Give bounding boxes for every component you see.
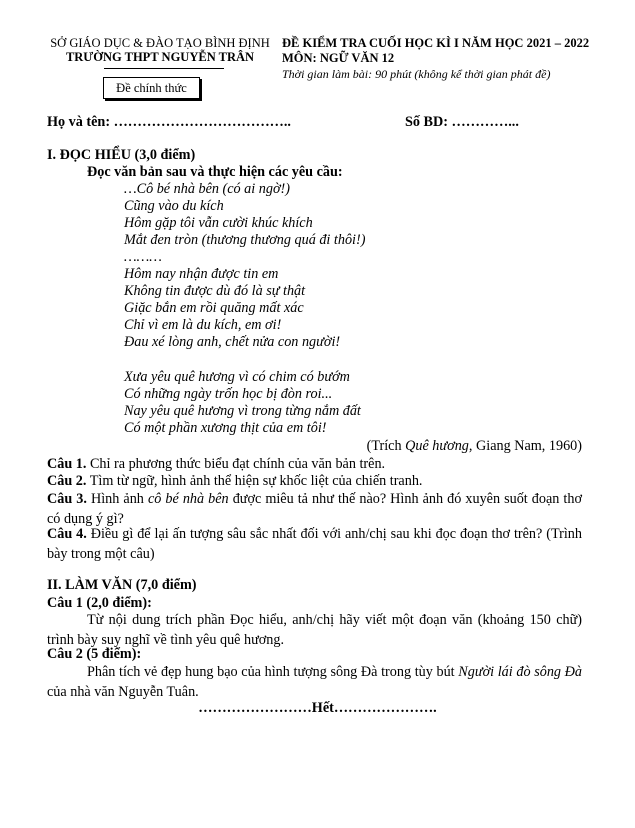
essay-q2-heading: Câu 2 (5 điểm): xyxy=(47,646,142,662)
official-label-box xyxy=(103,77,200,99)
question-3: Câu 3. Hình ảnh cô bé nhà bên được miêu tả như thế nào? Hình ảnh đó xuyên suốt đoạn thơ có dụng ý gì? xyxy=(47,491,582,527)
essay-q1-heading: Câu 1 (2,0 điểm): xyxy=(47,595,152,611)
student-id-field: Số BD: …………... xyxy=(405,114,519,130)
poem-line: Có một phần xương thịt của em tôi! xyxy=(124,420,327,436)
end-marker: ……………………Hết…………………. xyxy=(198,700,437,716)
poem-line: Đau xé lòng anh, chết nửa con người! xyxy=(124,334,341,350)
essay-q1-text: Từ nội dung trích phần Đọc hiểu, anh/chị hãy viết một đoạn văn (khoảng 150 chữ) trình bày suy nghĩ về tình yêu quê hương. xyxy=(47,612,582,648)
poem-citation: (Trích Quê hương, Giang Nam, 1960) xyxy=(366,438,582,454)
essay-q2-text: Phân tích vẻ đẹp hung bạo của hình tượng sông Đà trong tùy bút Người lái đò sông Đà của nhà văn Nguyễn Tuân. xyxy=(47,664,582,700)
poem-line: Mắt đen tròn (thương thương quá đi thôi!) xyxy=(124,232,366,248)
poem-line: …Cô bé nhà bên (có ai ngờ!) xyxy=(124,181,290,197)
part1-heading: I. ĐỌC HIỂU (3,0 điểm) xyxy=(47,147,196,163)
poem-line: Hôm nay nhận được tin em xyxy=(124,266,279,282)
exam-duration: Thời gian làm bài: 90 phút (không kể thời gian phát đề) xyxy=(282,67,551,81)
exam-subject: MÔN: NGỮ VĂN 12 xyxy=(282,51,395,65)
poem-line: Xưa yêu quê hương vì có chim có bướm xyxy=(124,369,350,385)
poem-line: Không tin được dù đó là sự thật xyxy=(124,283,306,299)
part1-instruction: Đọc văn bản sau và thực hiện các yêu cầu: xyxy=(87,164,343,180)
question-1: Câu 1. Chỉ ra phương thức biểu đạt chính của văn bản trên. xyxy=(47,456,386,472)
poem-line: Giặc bắn em rồi quăng mất xác xyxy=(124,300,304,316)
poem-line: Cũng vào du kích xyxy=(124,198,224,214)
poem-line: Chỉ vì em là du kích, em ơi! xyxy=(124,317,282,333)
student-name-field: Họ và tên: ……………………………….. xyxy=(47,114,291,130)
poem-line: Nay yêu quê hương vì trong từng nắm đất xyxy=(124,403,361,419)
school-name: TRƯỜNG THPT NGUYỄN TRÂN xyxy=(65,50,255,64)
department-name: SỞ GIÁO DỤC & ĐÀO TẠO BÌNH ĐỊNH xyxy=(50,36,270,50)
exam-title: ĐỀ KIỂM TRA CUỐI HỌC KÌ I NĂM HỌC 2021 – 2022 xyxy=(282,36,590,50)
poem-line: Hôm gặp tôi vẫn cười khúc khích xyxy=(124,215,313,231)
school-underline xyxy=(104,68,224,69)
poem-line: Có những ngày trốn học bị đòn roi... xyxy=(124,386,333,402)
poem-ellipsis: ……… xyxy=(124,249,162,265)
part2-heading: II. LÀM VĂN (7,0 điểm) xyxy=(47,577,197,593)
question-2: Câu 2. Tìm từ ngữ, hình ảnh thể hiện sự khốc liệt của chiến tranh. xyxy=(47,473,423,489)
question-4: Câu 4. Điều gì để lại ấn tượng sâu sắc nhất đối với anh/chị sau khi đọc đoạn thơ trên? (Trình bày trong một câu) xyxy=(47,526,582,562)
official-label: Đề chính thức xyxy=(116,81,187,95)
